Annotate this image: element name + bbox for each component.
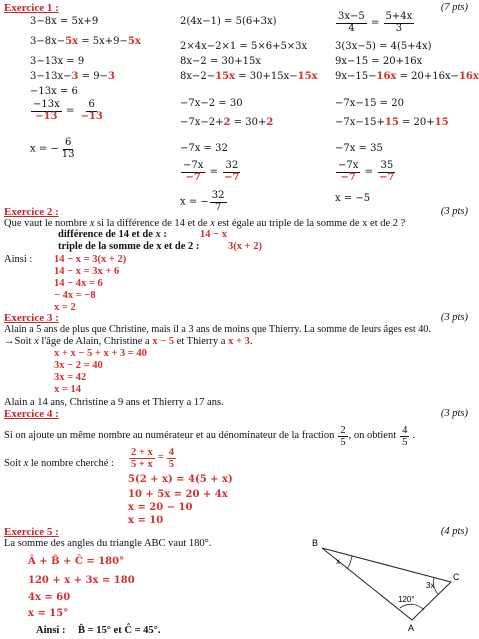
ex2-step-4: − 4x = −8 — [54, 290, 96, 301]
ex2-step-1: 14 − x = 3(x + 2) — [54, 254, 127, 265]
ex1-c2-line2: 2×4x−2×1 = 5×6+5×3x — [180, 41, 308, 52]
ex3-conclusion: Alain a 14 ans, Christine a 9 ans et Thierry a 17 ans. — [4, 397, 224, 408]
ex1-c1-line7: x = − $\frac{6}{13}$ — [30, 137, 75, 160]
ex1-c3-line8: $\frac{-7x}{-7}$ = $\frac{35}{-7}$ — [338, 160, 395, 183]
angle-b-label: x — [336, 557, 340, 566]
ex1-c2-line5: −7x−2 = 30 — [180, 98, 243, 109]
ex2-triple-label: triple de la somme de x et de 2 : — [58, 241, 200, 252]
ex1-points: (7 pts) — [440, 2, 468, 13]
ex5-title: Exercice 5 : — [4, 526, 59, 538]
ex1-c3-line5: −7x−15 = 20 — [335, 98, 404, 109]
vertex-c-label: C — [453, 572, 460, 582]
ex5-statement: La somme des angles du triangle ABC vaut 180°. — [4, 538, 212, 549]
ex1-c2-line3: 8x−2 = 30+15x — [180, 56, 261, 67]
ex5-points: (4 pts) — [440, 526, 468, 537]
angle-a-arc — [400, 604, 424, 610]
ex3-step-3: 3x = 42 — [54, 372, 87, 383]
triangle-abc-figure — [300, 534, 470, 634]
ex2-step-2: 14 − x = 3x + 6 — [54, 266, 120, 277]
ex1-c1-line3: 3−13x = 9 — [30, 56, 85, 67]
ex4-step-4: x = 10 — [128, 515, 164, 526]
ex1-title: Exercice 1 : — [4, 2, 59, 14]
ex2-difference-value: 14 − x — [200, 229, 227, 240]
ex1-c3-line4: 9x−15−16x = 20+16x−16x — [335, 71, 479, 82]
ex1-c2-line8: $\frac{-7x}{-7}$ = $\frac{32}{-7}$ — [183, 160, 240, 183]
ex1-c1-line4: 3−13x−3 = 9−3 — [30, 71, 115, 82]
ex5-step-4: x = 15° — [28, 608, 69, 619]
ex4-equation: $\frac{2 + x}{5 + x}$ = $\frac{4}{5}$ — [131, 447, 174, 471]
ex3-soit: →Soit x l'âge de Alain, Christine a x − 5 et Thierry a x + 3. — [4, 336, 253, 347]
angle-b-arc — [347, 556, 352, 569]
ex3-step-4: x = 14 — [54, 384, 81, 395]
angle-c-label: 3x — [426, 581, 435, 590]
ex1-c3-line6: −7x−15+15 = 20+15 — [335, 117, 449, 128]
ex4-points: (3 pts) — [440, 408, 468, 419]
ex3-points: (3 pts) — [440, 312, 468, 323]
ex2-triple-value: 3(x + 2) — [228, 241, 262, 252]
ex1-c2-line4: 8x−2−15x = 30+15x−15x — [180, 71, 318, 82]
ex1-c3-line9: x = −5 — [335, 193, 371, 204]
ex2-title: Exercice 2 : — [4, 206, 59, 218]
ex2-points: (3 pts) — [440, 206, 468, 217]
ex1-c1-line1: 3−8x = 5x+9 — [30, 16, 99, 27]
ex2-question: Que vaut le nombre x si la différence de 14 et de x est égale au triple de la somme de x et de 2 ? — [4, 218, 406, 229]
ex1-c2-line1: 2(4x−1) = 5(6+3x) — [180, 16, 277, 27]
ex5-ainsi-label: Ainsi : — [36, 625, 66, 636]
ex2-ainsi: Ainsi : — [4, 254, 33, 265]
ex1-c1-line2: 3−8x−5x = 5x+9−5x — [30, 36, 141, 47]
ex1-c2-line9: x = − $\frac{32}{7}$ — [180, 190, 225, 213]
ex3-step-1: x + x − 5 + x + 3 = 40 — [54, 348, 147, 359]
ex3-title: Exercice 3 : — [4, 312, 59, 324]
ex2-step-3: 14 − 4x = 6 — [54, 278, 103, 289]
ex4-step-1: 5(2 + x) = 4(5 + x) — [128, 474, 233, 485]
ex4-soit: Soit x le nombre cherché : — [4, 458, 114, 469]
ex1-c3-line3: 9x−15 = 20+16x — [335, 56, 423, 67]
ex1-c3-line1: $\frac{3x-5}{4}$ = $\frac{5+4x}{3}$ — [338, 11, 413, 34]
ex2-difference-label: différence de 14 et de x : — [58, 229, 167, 240]
ex1-c1-line6: $\frac{-13x}{-13}$ = $\frac{6}{-13}$ — [33, 99, 103, 122]
ex5-step-2: 120 + x + 3x = 180 — [28, 575, 135, 586]
ex5-step-3: 4x = 60 — [28, 592, 71, 603]
ex5-ainsi-value: B̂ = 15° et Ĉ = 45°. — [78, 625, 161, 636]
ex1-c2-line7: −7x = 32 — [180, 143, 228, 154]
ex2-step-5: x = 2 — [54, 302, 76, 313]
ex4-title: Exercice 4 : — [4, 408, 59, 420]
ex1-c1-line5: −13x = 6 — [30, 86, 78, 97]
angle-a-label: 120° — [398, 595, 415, 604]
ex5-step-1: Â + B̂ + Ĉ = 180° — [28, 556, 125, 567]
ex4-statement: Si on ajoute un même nombre au numérateur et au dénominateur de la fraction $\frac{2}{5}$ , on obtient $\frac{4}{5}$ . — [4, 425, 416, 449]
vertex-a-label: A — [408, 623, 415, 633]
ex3-statement: Alain a 5 ans de plus que Christine, mais il a 3 ans de moins que Thierry. La somme de leurs âges est 40. — [4, 324, 431, 335]
ex1-c3-line2: 3(3x−5) = 4(5+4x) — [335, 41, 432, 52]
ex1-c3-line7: −7x = 35 — [335, 143, 383, 154]
ex4-step-3: x = 20 − 10 — [128, 502, 193, 513]
ex3-step-2: 3x − 2 = 40 — [54, 360, 103, 371]
vertex-b-label: B — [312, 538, 319, 548]
ex1-c2-line6: −7x−2+2 = 30+2 — [180, 117, 274, 128]
ex4-step-2: 10 + 5x = 20 + 4x — [128, 489, 228, 500]
